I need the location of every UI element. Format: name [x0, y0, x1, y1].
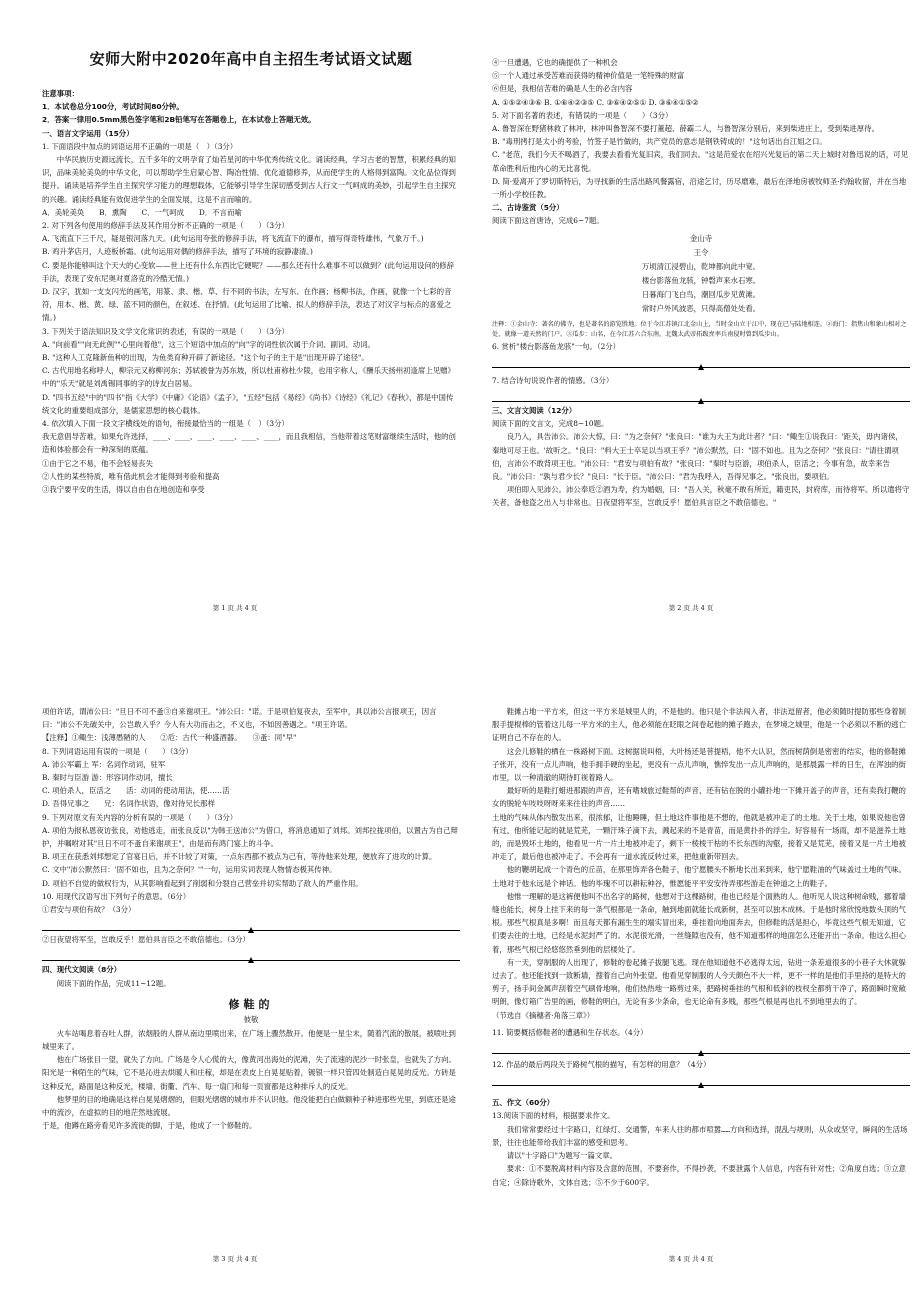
poem-note: 注释：①金山寺：著名的佛寺，也是著名的游览胜地。位于今江苏镇江北金山上，当时金山立于江中，现在已与陆地相连。②海门：指焦山和象山相对之处，就像一道天然的门户。③瓜步：山名，在今江苏六合东南，北魏太武帝拓跋焘率兵南侵时曾到瓜步山。 [492, 320, 907, 338]
essay-requirements: 要求：①不要脱离材料内容及含意的范围，不要套作，不得抄袭，不要泄露个人信息，内容有针对性；②角度自选；③立意自定；④除诗歌外，文体自选；⑤不少于600字。 [492, 1164, 906, 1187]
text-line: A. 飞流直下三千尺，疑是银河落九天。(此句运用夸张的修辞手法，将飞流直下的瀑布，描写得奇特雄伟，气象万千。) [42, 234, 424, 244]
page-footer: 第 1 页 共 4 页 [212, 604, 258, 612]
text-line: 2．答案一律用0.5mm黑色签字笔和2B铅笔写在答题卷上，在本试卷上答题无效。 [42, 115, 316, 125]
page-3-content [42, 705, 460, 916]
text-line: A. ①⑤②④③⑥ B. ①⑥④②③⑤ C. ③⑥④②⑤① D. ③⑥④①⑤② [492, 97, 699, 107]
page-1 [42, 48, 460, 608]
text-line: 3. 下列关于语法知识及文学文化常识的表述，有误的一项是（ ）（3分） [42, 326, 289, 336]
text-line: 5. 对下面名著的表述，有错误的一项是（ ）（3分） [492, 110, 673, 120]
text-line: 火车站喝息着吞吐人群，浓烟般的人群从南边里喷出来，在广场上骤然散开。他便是一星尘末，随着汽流的散展，被喷吐到城里来了。 [42, 1028, 456, 1052]
answer-line[interactable] [42, 946, 460, 961]
text-line: B. 鸡升茅店月，人迹板桥霜。(此句运用对偶的修辞手法，描写了环境的寂静凄清。) [42, 247, 313, 257]
essay-material: 我们常常要经过十字路口，红绿灯、交通警，车来人往的都市喧嚣……方向和选择，混乱与规则，从众或坚守，瞬间的生活场景，往往也能带给我们丰富的感受和思考。 [492, 1124, 908, 1147]
text-line: 日暮海门飞白鸟，潮回瓜步见黄滩。 [641, 289, 761, 299]
text-line: 10. 用现代汉语写出下列句子的意思。（6分） [42, 891, 191, 901]
page-2 [492, 56, 910, 608]
text-line: C. 古代用地名称呼人，柳宗元又称柳河东；苏轼被誉为苏东坡，所以杜甫称杜少陵，也用字称人，《酬乐天扬州初逢席上见赠》中的"乐天"就是刘禹锡同事的字的诗友白居易。 [42, 366, 455, 389]
text-line: A. 鲁智深在野猪林救了林冲，林冲叫鲁智深不要打董超、薛霸二人，与鲁智深分别后，来到柴进庄上，受到柴进厚待。 [492, 124, 879, 134]
poem-body [492, 260, 910, 316]
answer-line[interactable] [492, 353, 910, 368]
section-4-intro: 阅读下面的作品，完成11~12题。 [42, 978, 171, 988]
text-line: 他梦里的目的地确是这样白晃晃熠熠的，但眼光熠熠的城市并不认识他。他没能把白白做额种子种进那些光里，到底还是途中的流沙，在虚拟的目的地茫然地流展。 [42, 1094, 456, 1118]
poem-title: 金山寺 [689, 233, 713, 243]
text-line: B. "这种人工克隆新鱼种的出现，为鱼类育种开辟了新途径。"这个句子的主干是"出现开辟了途径"。 [42, 353, 369, 363]
page-footer: 第 3 页 共 4 页 [212, 1255, 258, 1263]
text-line: 他惟一理解的是这裤便他叫不出名字的路树，他想对于这棵路树，他也已经是个面熟的人。他听见人说这种树命贱，挪着墙缝也能长，树身上挂下来的每一条气根都是一条命，触到地面就能长成新树，甚至可以独木成林。于是他时常欣悦地数头顶的气根。那些气根真是多啊！而且每天都有漏生生的端实冒出来，垂挂着向地面奔去，但修鞋的活是担心，毕竟这些气根无知道，它们要去往的土地，已经是水泥封严了的。水泥很光滑，一丝缝隙也没有，他不知道那样的地面怎么还能开出一条命。他这么担心着，那些气根已经悠悠然垂到他的层楼处了。 [492, 891, 906, 954]
question-6: 6. 赏析"楼台影落鱼龙骇"一句。（2分） [492, 341, 621, 351]
text-line: ③我宁要平安的生活，得以自由自在地创造和享受 [42, 485, 205, 495]
text-line: C. 项伯杀人，臣活之 活：动词的使动用法，使……活 [42, 786, 230, 796]
section-4-heading: 四、现代文阅读（8分） [42, 965, 122, 975]
text-line: 于是，他蹲在路旁看见许多流徙的脚，于是，他成了一个修鞋的。 [42, 1121, 257, 1131]
answer-line[interactable] [42, 916, 460, 931]
document-title: 安师大附中2020年高中自主招生考试语文试题 [89, 50, 413, 68]
text-line: B. 项王在获悉刘邦想定了官宴日后，并不计较了对策，一点东西都不被点为己有，等待他来处理，便放弃了进攻的计算。 [42, 852, 437, 862]
text-line: 1．本试卷总分100分，考试时间80分钟。 [42, 102, 184, 112]
text-line: ①君安与项伯有故？（3分） [42, 905, 136, 915]
answer-line[interactable] [492, 1039, 910, 1054]
text-line: 9. 下列对原文有关内容的分析有误的一项是（ ）（3分） [42, 812, 238, 822]
text-line: A. 项伯为报私恩夜访张良，劝他逃走，而张良反以"为韩王送沛公"为借口，将消息通知了刘邦。刘邦拉拢项伯，以置古为自己辩护，并嘱咐对其"旦日不可不蚤自来谢项王"，由是而有鸿门宴上的斗争。 [42, 825, 458, 849]
marker-icon [698, 398, 704, 404]
essay-prompt: 请以"十字路口"为题写一篇文章。 [492, 1151, 618, 1161]
text-line: 我无意倡导苦难，如果允许选择，____、____、____、____、____、____，而且我相信，当他带着这笔财富继续生活时，他的创造和体验都会有一种深刻的底蕴。 [42, 432, 456, 455]
page-4 [492, 705, 910, 1245]
text-line: ⑤一个人通过承受苦难而获得的精神价值是一笔特殊的财富 [492, 71, 685, 81]
text-line: 土地的气味从体内散发出来，很浓郁，让他睡睡，但土地这件事他是不想的，他就是被冲走了的土地。关于土地，如果说他也曾有过，他所能记起的就是荒芜，一颗汗珠子滴下去，溅起来的不是青苗，而是黄扑扑的浮尘。好容易有一场雨，却不是滋养土地的，而是毁坏土地的，他看见一片一片土地被冲走了，剩下一棱棱干枯的不长东西的沟壑，接着又是荒芜，接着又是一片土地被冲走了，最后他也被冲走了。不会再有一道水流反转过来，把他重新带回去。 [492, 812, 906, 862]
section-3-heading: 三、文言文阅读（12分） [492, 406, 577, 416]
text-line: ⑥但是，我相信苦难的确是人生的必含内容 [492, 84, 633, 94]
text-line: 【注释】①鲰生：浅薄愚陋的人 ②卮：古代一种盛酒器。 ③蚤：同"早" [42, 733, 297, 743]
text-line: D. 吾得兄事之 兄：名词作状语，像对待兄长那样 [42, 799, 215, 809]
question-11: 11. 简要概括修鞋者的遭遇和生存状态。（4分） [492, 1027, 648, 1037]
text-line: 最好听的是鞋打蜡进那跟的声音，还有嗜城旅过鞋帮的声音，还有钻在脱的小罐扑地一下摊开盖子的声音，还有卖我打鞭的女的脱轮车吱吱呀呀来来往往的声音…… [492, 786, 906, 809]
text-line: A. "向前看""向无此例""心里向着他"，这三个短语中加点的"向"字的词性依次属于介词、副词、动词。 [42, 339, 375, 349]
story-author: 彼敬 [243, 1014, 259, 1024]
text-line: 鞋摊占地一平方米，但这一平方米是城里人的，不是他的。他只是个非法闯入者，非法逗留者，他必须随时提防那些身着制服手提棍棒的管着这儿每一平方米的主人，他必须能在眨眼之间卷起他的摊子跑去，在梦境之城里，他是一个必须以不断的逃亡证明自己不存在的人。 [492, 707, 906, 743]
question-13: 13.阅读下面的材料，根据要求作文。 [492, 1111, 615, 1121]
text-line: ②人性的某些特质，唯有借此机会才能得到考验和提高 [42, 471, 220, 481]
story-continued [492, 705, 910, 1022]
text-line: 有一天，穿制服的人出现了，修鞋的卷起摊子拔腿飞逃。现在他知道他不必逃得太远，钻进一条差道很多的小巷子大休就躲过去了。他还能找到一致断墙，搜着自己向外张望。他看见穿制服的人今天颇色不大一样，更不一样的是他们手里持的是特大的剪子，扬手间金属声刮着空气刷骨地响，他们热热地一路剪过来，把路树垂挂的气根和低斜的枝杈全都剪干净了，路面瞬时宽敞明朗，像灯箱广告里的画，修鞋的明白，无论有多少条命，也无论命有多贱，那些气根是再也扎不到地里去的了。 [492, 957, 906, 1007]
page-footer: 第 2 页 共 4 页 [668, 604, 714, 612]
marker-icon [698, 364, 704, 370]
answer-line[interactable] [492, 387, 910, 402]
marker-icon [698, 1050, 704, 1056]
text-line: 良乃入，具告沛公。沛公大惊，曰："为之奈何？"张良曰："谁为大王为此计者？"曰："鲰生①说我曰：'距关，毋内诸侯，秦地可尽王也。'故听之。"良曰："料大王士卒足以当项王乎？"沛公默然，曰："固不如也。且为之奈何？"张良曰："请往谓项伯，言沛公不敢背项王也。"沛公曰："君安与项伯有故？"张良曰："秦时与臣游，项伯杀人，臣活之；今事有急，故幸来告良。"沛公曰："孰与君少长？"良曰："长于臣。"沛公曰："君为我呼入，吾得兄事之。"张良出，要项伯。 [492, 432, 903, 482]
text-line: C. 要是你能够叫这个天大的心变软——世上还有什么东西比它硬呢？——那么还有什么难事不可以做到？(此句运用设问的修辞手法，表现了安东尼奥对夏洛克的冷酷无情。) [42, 260, 455, 283]
text-line: D. 汉字，犹如一支支闪光的画笔，用篆、隶、楷、草、行不同的书法，左写东、在作画；杨柳书法，作画，就像一个七彩的音符，用本、楷、黄、绿、蓝不同的颜色，在叙述、在抒情。(此句运用了比喻、拟人的修辞手法，表达了对汉字与标点的喜爱之情。) [42, 287, 452, 323]
text-line: D. 简·爱离开了罗切斯特后，为寻找新的生活出路风餐露宿，沿途乞讨，历尽磨难，最后在泽地房被牧师圣·约翰收留，并在当地一所小学校任教。 [492, 176, 907, 200]
text-line: （节选自《摘穗者·角落三章》） [492, 1010, 595, 1020]
text-line: ④一旦遭遇，它也的确提供了一种机会 [492, 58, 618, 67]
text-line: A. 沛公军霸上 军：名词作动词，驻军 [42, 759, 166, 769]
page-3 [42, 705, 460, 1245]
page-2-content [492, 56, 910, 228]
text-line: 常时户外风波恶，只得高僧处处看。 [641, 303, 761, 313]
classical-passage [492, 430, 910, 509]
text-line: 4. 依次填入下面一段文字横线处的语句，衔接最恰当的一组是（ ）（3分） [42, 419, 289, 429]
text-line: 8. 下列词语运用有误的一项是（ ）（3分） [42, 746, 193, 756]
text-line: C. 文中"沛公默然曰：'固不如也，且为之奈何？'"一句，运用实词表现人物情态极其传神。 [42, 865, 337, 875]
text-line: 楼台影落鱼龙骇，钟磬声来水石寒。 [641, 275, 761, 285]
text-line: 项伯许诺，谓沛公曰："旦日不可不蚤③自来谢项王。"沛公曰："诺。于是项伯复夜去，至军中，具以沛公言报项王，因言曰："沛公不先破关中，公岂敢入乎？今人有大功而击之，不义也，不如因善遇之。"项王许诺。 [42, 707, 437, 730]
story-title: 修鞋的 [228, 997, 274, 1011]
text-line: 2. 对下列各句使用的修辞手法及其作用分析不正确的一项是（ ）（3分） [42, 221, 289, 231]
text-line: D. "四书五经"中的"四书"指《大学》《中庸》《论语》《孟子》，"五经"包括《易经》《尚书》《诗经》《礼记》《春秋》，都是中国传统文化的重要组成部分，是儒家思想的核心载体。 [42, 392, 454, 415]
question-10-2: ②日夜望将军至，岂敢反乎！愿伯具言臣之不敢倍德也。（3分） [42, 935, 250, 945]
text-line: C. "老范，我们今天不喝酒了，我要去看看光复旧宾，我们同去。"这是范爱农在绍兴光复后的第二天上城时对鲁迅说的话，可见革命胜利后他内心的无比喜悦。 [492, 150, 908, 173]
text-line: 他的鞭胡起成一个青色的丘苗，在那里饰弄各色鞋子，他宁愿腰头不断地长出来到来，他宁愿鞋油的气味盖过土地的气味。土地对于他永远是个神话。他的毕瑰不可以耕耘种谷，惟愿能平平安安待弄那些游走在钟道之上的鞋子。 [492, 865, 906, 888]
page-1-content [42, 87, 460, 496]
text-line: 一、语言文字运用（15分） [42, 128, 134, 138]
text-line: 1. 下面语段中加点的词语运用不正确的一项是（ ）（3分） [42, 141, 238, 151]
section-3-intro: 阅读下面的文言文，完成8~10题。 [492, 419, 609, 429]
marker-icon [248, 957, 254, 963]
text-line: 二、古诗鉴赏（5分） [492, 203, 564, 213]
text-line: B. 秦时与臣游 游：形容词作动词，擅长 [42, 773, 173, 783]
story-body [42, 1027, 460, 1133]
text-line: A．美轮美奂 B．熏陶 C．一气呵成 D．不言而喻 [42, 207, 242, 217]
text-line: D. 项伯不自觉的做权行为，从其影响看起到了削弱和分裂自己营垒并切实帮助了敌人的严重作用。 [42, 878, 363, 888]
marker-icon [248, 927, 254, 933]
answer-line[interactable] [492, 1071, 910, 1086]
text-line: 他在广场张目一望，就失了方向。广场是令人心慌的大，像黄河出海处的泥滩，失了流速的泥沙一时张皇，也就失了方向。阳光是一种陌生的气味，它不是沁进去烘暖人和庄稼，却是在表皮上白晃晃贴着，镀银一样只管四处制造白晃晃的反光。方砖是这种反光，路面是这种反光，楼墙、街衢、汽车、每一扇门和每一页窗都是这种排斥人的反光。 [42, 1055, 456, 1091]
text-line: 阅读下面这首唐诗，完成6~7题。 [492, 216, 604, 226]
text-line: 中华民族历史源远流长，五千多年的文明孕育了灿若星河的中华优秀传统文化。诵读经典，学习古老的智慧，积累经典的知识，品味美轮美奂的中华文化，可以帮助学生启蒙心智、陶冶性情、优化道德修养，从而使学生的人格得到富陶。文化品位得到提升。诵读是培养学生自主探究学习能力的理想载体，它能够引导学生深切感受到古人行文一气呵成的美妙，引起学生自主探究的兴趣。诵读经典能有效促进学生的全面发展，这是不言而喻的。 [42, 155, 456, 204]
text-line: 万顷清江浸碧山，乾坤都向此中宽。 [641, 261, 761, 271]
poem-author: 王令 [693, 247, 709, 257]
question-7: 7. 结合诗句说说作者的情感。（3分） [492, 375, 614, 385]
text-line: ①由于它之不易，他不会轻易丧失 [42, 458, 153, 468]
text-line: B. "毒刑拷打是太小的考验，竹签子是竹做的，共产党员的意志是钢铁铸成的！"这句话出自江姐之口。 [492, 137, 827, 147]
marker-icon [698, 1082, 704, 1088]
text-line: 这会儿修鞋的栖在一株路树下面。这树据说叫梧，大叶杨还是菩提梧，他不大认识，然而树荫倒是密密的结实，他的修鞋摊子张开，没有一点儿声响，他手拥手硬的坐起，更没有一点儿声响，憔悴发出一点儿声响的，是那晨露一样的日生，在浑浊的街市里，以一种清澈的期待盯视着路人。 [492, 746, 906, 783]
text-line: 项伯即入见沛公。沛公奉卮②酒为寿，约为婚姻，曰："吾入关，秋毫不敢有所近，籍吏民，封府库，而待将军。所以遣将守关者，备他盗之出入与非常也。日夜望将军至，岂敢反乎！愿伯具言臣之不敢倍德也。" [492, 485, 910, 508]
section-5-heading: 五、作文（60分） [492, 1098, 555, 1108]
question-12: 12. 作品的最后两段关于路树气根的描写，有怎样的用意？（4分） [492, 1060, 711, 1070]
text-line: 注意事项： [42, 89, 79, 98]
page-footer: 第 4 页 共 4 页 [668, 1255, 714, 1263]
